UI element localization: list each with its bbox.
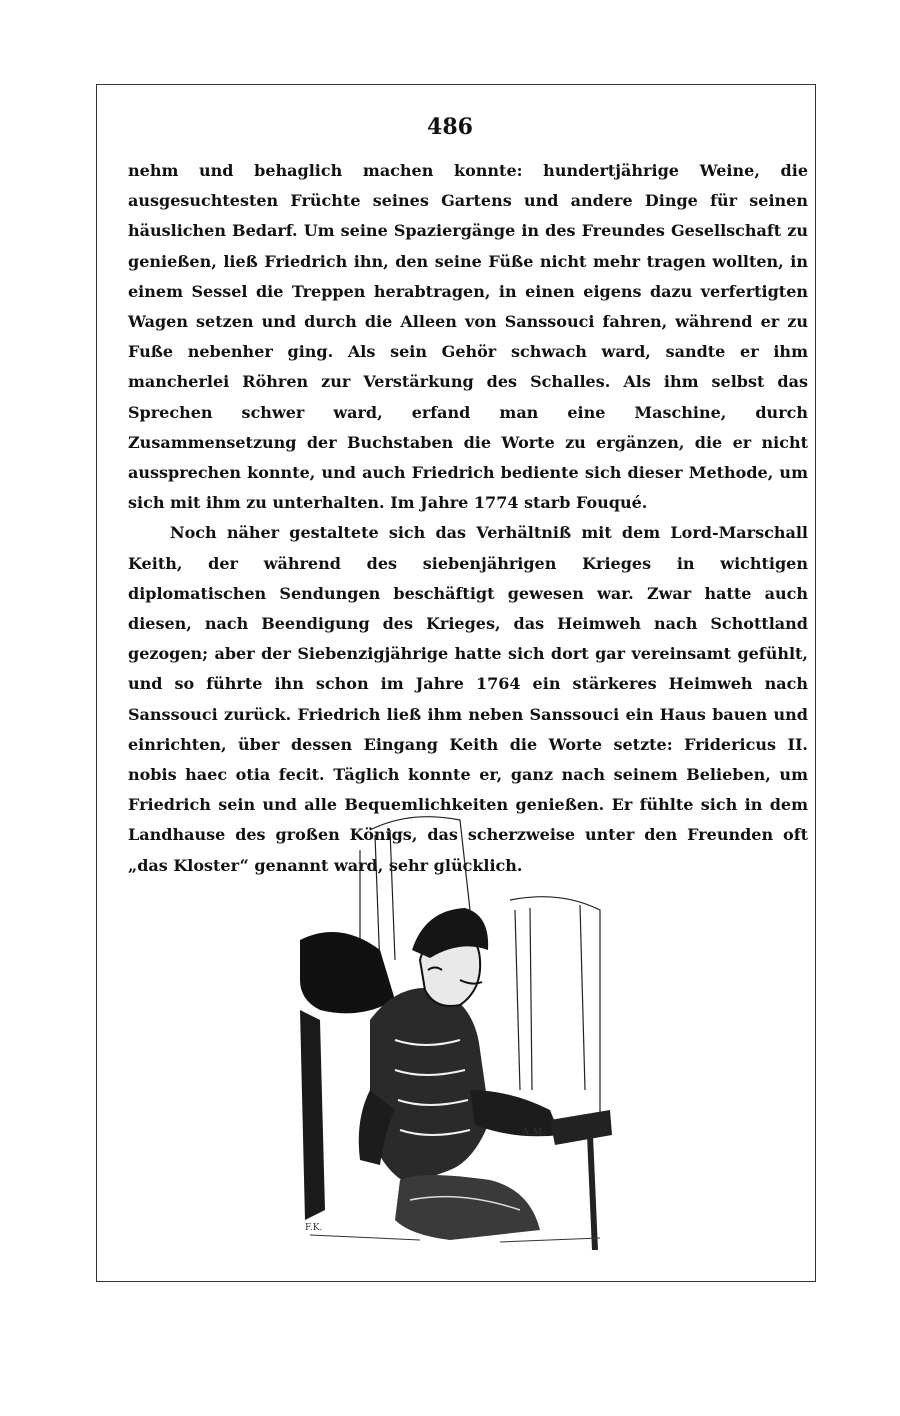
paragraph-2: Noch näher gestaltete sich das Verhältniß mit dem Lord-Marschall Keith, der während des siebenjährigen Krieges in wichtigen diplomatischen Sendungen beschäftigt gewesen war. Zwar hatte auch diesen, nach Beendigung des Krieges, das Heimweh nach Schottland gezogen; aber der Siebenzigjährige hatte sich dort gar vereinsamt gefühlt, und so führte ihn schon im Jahre 1764 ein stärkeres Heimweh nach Sanssouci zurück. Friedrich ließ ihm neben Sanssouci ein Haus bauen und einrichten, über dessen Eingang Keith die Worte setzte: Fridericus II. nobis haec otia fecit. Täglich konnte er, ganz nach seinem Belieben, um Friedrich sein und alle Bequemlichkeiten genießen. Er fühlte sich in dem Landhause des großen Königs, das scherzweise unter den Freunden oft „das Kloster“ genannt ward, sehr glücklich. bbox=[128, 523, 808, 875]
figure-legs bbox=[395, 1175, 540, 1240]
chair-arm-left bbox=[300, 932, 395, 1013]
body-text bbox=[128, 156, 808, 881]
signature-left: F.K. bbox=[305, 1223, 323, 1233]
paragraph-1: nehm und behaglich machen konnte: hundertjährige Weine, die ausgesuchtesten Früchte seines Gartens und andere Dinge für seinen häuslichen Bedarf. Um seine Spaziergänge in des Freundes Gesellschaft zu genießen, ließ Friedrich ihn, den seine Füße nicht mehr tragen wollten, in einem Sessel die Treppen herabtragen, in einen eigens dazu verfertigten Wagen setzen und durch die Alleen von Sanssouci fahren, während er zu Fuße nebenher ging. Als sein Gehör schwach ward, sandte er ihm mancherlei Röhren zur Verstärkung des Schalles. Als ihm selbst das Sprechen schwer ward, erfand man eine Maschine, durch Zusammensetzung der Buchstaben die Worte zu ergänzen, die er nicht aussprechen konnte, und auch Friedrich bediente sich dieser Methode, um sich mit ihm zu unterhalten. Im Jahre 1774 starb Fouqué. bbox=[128, 161, 808, 513]
page-number: 486 bbox=[427, 114, 473, 140]
figure-body bbox=[370, 988, 490, 1185]
signature-right: A.M. bbox=[522, 1127, 546, 1138]
chair-arm-right bbox=[550, 1110, 612, 1145]
illustration-seated-old-man bbox=[300, 790, 620, 1250]
